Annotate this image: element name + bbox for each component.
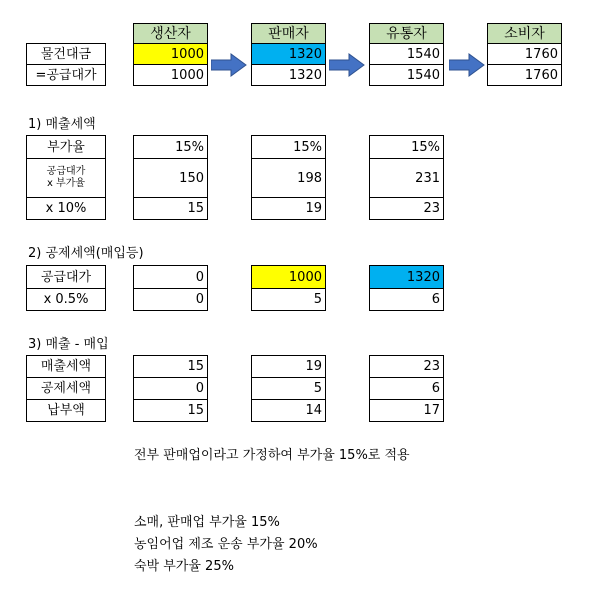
distributor-purchase-supply: 1320: [369, 265, 444, 289]
producer-net-deduction: 0: [133, 377, 208, 400]
header-producer: 생산자: [133, 23, 208, 44]
producer-supply-price: 1000: [133, 64, 208, 86]
row-label-value-added: [26, 158, 106, 198]
note-lodging-rate: 숙박 부가율 25%: [134, 559, 234, 574]
note-agri-rate: 농임어업 제조 운송 부가율 20%: [134, 537, 318, 552]
arrow-right-icon: [329, 53, 365, 77]
distributor-deduction: 6: [369, 288, 444, 311]
distributor-supply-price: 1540: [369, 64, 444, 86]
producer-sales-tax: 15: [133, 197, 208, 220]
row-label-ten-percent: x 10%: [26, 197, 106, 220]
seller-payable: 14: [251, 399, 326, 422]
row-label-supply-price: =공급대가: [26, 64, 106, 86]
consumer-supply-price: 1760: [487, 64, 562, 86]
distributor-net-deduction: 6: [369, 377, 444, 400]
row-label-value-added-line1: 공급대가: [46, 165, 86, 177]
distributor-rate: 15%: [369, 135, 444, 159]
row-label-purchase-supply: 공급대가: [26, 265, 106, 289]
distributor-net-sales-tax: 23: [369, 355, 444, 378]
header-seller: 판매자: [251, 23, 326, 44]
distributor-sales-tax: 23: [369, 197, 444, 220]
row-label-payable: 납부액: [26, 399, 106, 422]
seller-net-deduction: 5: [251, 377, 326, 400]
producer-deduction: 0: [133, 288, 208, 311]
arrow-right-icon: [211, 53, 247, 77]
seller-purchase-supply: 1000: [251, 265, 326, 289]
row-label-deduction-tax: 공제세액: [26, 377, 106, 400]
section-title-deduction: 2) 공제세액(매입등): [28, 246, 144, 261]
note-retail-rate: 소매, 판매업 부가율 15%: [134, 515, 280, 530]
arrow-right-icon: [449, 53, 485, 77]
producer-payable: 15: [133, 399, 208, 422]
header-consumer: 소비자: [487, 23, 562, 44]
row-label-half-percent: x 0.5%: [26, 288, 106, 311]
producer-net-sales-tax: 15: [133, 355, 208, 378]
row-label-goods-price: 물건대금: [26, 43, 106, 65]
seller-supply-price: 1320: [251, 64, 326, 86]
row-label-rate: 부가율: [26, 135, 106, 159]
producer-rate: 15%: [133, 135, 208, 159]
distributor-payable: 17: [369, 399, 444, 422]
section-title-sales-tax: 1) 매출세액: [28, 117, 96, 132]
header-distributor: 유통자: [369, 23, 444, 44]
seller-goods-price: 1320: [251, 43, 326, 65]
seller-net-sales-tax: 19: [251, 355, 326, 378]
section-title-net: 3) 매출 - 매입: [28, 337, 109, 352]
seller-sales-tax: 19: [251, 197, 326, 220]
row-label-value-added-line2: x 부가율: [46, 178, 86, 189]
producer-goods-price: 1000: [133, 43, 208, 65]
distributor-value-added: 231: [369, 158, 444, 198]
seller-deduction: 5: [251, 288, 326, 311]
note-assumption: 전부 판매업이라고 가정하여 부가율 15%로 적용: [134, 448, 410, 463]
producer-purchase-supply: 0: [133, 265, 208, 289]
distributor-goods-price: 1540: [369, 43, 444, 65]
producer-value-added: 150: [133, 158, 208, 198]
seller-rate: 15%: [251, 135, 326, 159]
row-label-sales-tax: 매출세액: [26, 355, 106, 378]
seller-value-added: 198: [251, 158, 326, 198]
consumer-goods-price: 1760: [487, 43, 562, 65]
